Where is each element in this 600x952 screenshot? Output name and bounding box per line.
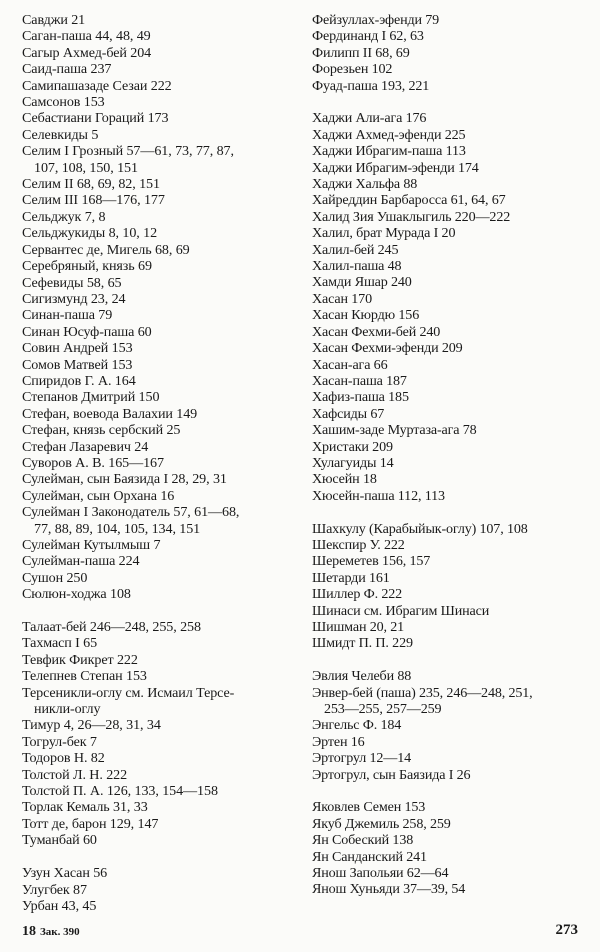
index-entry: [312, 389, 582, 405]
index-entry-text: Фейзуллах-эфенди 79: [312, 12, 440, 28]
index-entry: [312, 324, 582, 340]
index-entry-text: Сюлюн-ходжа 108: [22, 586, 131, 603]
index-entry: [312, 209, 582, 225]
index-entry-text: Тогрул-бек 7: [22, 733, 97, 750]
index-entry-text: Хаджи Ибрагим-эфенди 174: [312, 159, 479, 176]
index-entry-text: Хасан-паша 187: [312, 372, 407, 389]
index-entry: [22, 324, 294, 340]
index-entry-text: Халил-паша 48: [312, 258, 402, 275]
index-entry: [22, 652, 294, 668]
index-entry: [22, 307, 294, 323]
index-entry-text: Хасан-ага 66: [312, 356, 388, 373]
index-entry: [22, 28, 294, 44]
index-entry: [312, 373, 582, 389]
index-entry: [22, 767, 294, 783]
index-entry-text: Фердинанд I 62, 63: [312, 28, 424, 45]
index-entry: [312, 603, 582, 619]
index-entry-text: Яковлев Семен 153: [312, 799, 426, 816]
index-entry-text: Толстой Л. Н. 222: [22, 766, 128, 783]
index-entry-text: Узун Хасан 56: [22, 865, 108, 882]
index-entry: [312, 881, 582, 897]
index-entry: [22, 357, 294, 373]
index-entry-text: Шереметев 156, 157: [312, 553, 431, 570]
index-entry-text: Телепнев Степан 153: [22, 668, 147, 685]
index-entry-text: Халид Зия Ушаклыгиль 220—222: [312, 208, 511, 225]
index-entry: [312, 717, 582, 733]
index-column-right: [312, 12, 582, 898]
index-entry: [22, 373, 294, 389]
index-entry: [22, 799, 294, 815]
index-entry: [312, 274, 582, 290]
index-entry: [22, 127, 294, 143]
index-entry: [312, 127, 582, 143]
index-entry-text: Хафсиды 67: [312, 405, 385, 422]
index-entry-text: Христаки 209: [312, 438, 393, 455]
index-entry: [22, 12, 294, 28]
index-entry: [312, 28, 582, 44]
index-entry-text: Форезьен 102: [312, 61, 393, 78]
index-entry: [22, 537, 294, 553]
index-entry: [22, 422, 294, 438]
page-number: 273: [555, 922, 578, 938]
index-entry-text: Сагыр Ахмед-бей 204: [22, 44, 152, 61]
index-entry-continuation: 107, 108, 150, 151: [34, 159, 138, 176]
index-entry-text: Себастиани Гораций 173: [22, 110, 169, 127]
index-entry: [22, 816, 294, 832]
index-column-left: [22, 12, 294, 914]
index-entry-text: Хаджи Али-ага 176: [312, 110, 427, 127]
index-entry: [22, 192, 294, 208]
letter-group-spacer: [22, 603, 294, 619]
index-entry-text: Якуб Джемиль 258, 259: [312, 815, 451, 832]
index-entry: [22, 685, 294, 718]
index-entry-text: Селим III 168—176, 177: [22, 192, 165, 209]
index-entry: [22, 471, 294, 487]
letter-group-spacer: [22, 849, 294, 865]
index-entry: [312, 734, 582, 750]
index-entry: [312, 225, 582, 241]
index-entry: [312, 45, 582, 61]
index-entry: [22, 783, 294, 799]
index-entry: [22, 832, 294, 848]
letter-group-spacer: [312, 783, 582, 799]
letter-group-spacer: [312, 94, 582, 110]
index-entry-text: Сулейман-паша 224: [22, 553, 140, 570]
index-entry-text: Спиридов Г. А. 164: [22, 372, 136, 389]
index-entry-text: Эртен 16: [312, 733, 365, 750]
index-entry-text: Янош Запольяи 62—64: [312, 865, 449, 882]
index-entry: [312, 471, 582, 487]
index-entry-text: Суворов А. В. 165—167: [22, 454, 164, 471]
index-entry: [22, 209, 294, 225]
index-entry-text: Сулейман, сын Орхана 16: [22, 487, 175, 504]
index-entry: [22, 275, 294, 291]
index-entry-text: Филипп II 68, 69: [312, 44, 410, 61]
index-entry-text: Селевкиды 5: [22, 126, 99, 143]
index-entry: [312, 586, 582, 602]
index-entry: [312, 537, 582, 553]
index-entry: [22, 389, 294, 405]
index-entry-text: Талаат-бей 246—248, 255, 258: [22, 619, 201, 636]
index-entry: [22, 291, 294, 307]
index-entry: [312, 668, 582, 684]
index-entry: [22, 110, 294, 126]
index-entry: [312, 357, 582, 373]
index-entry-text: Хаджи Хальфа 88: [312, 176, 418, 193]
index-entry: [312, 406, 582, 422]
index-entry-text: Энвер-бей (паша) 235, 246—248, 251,: [312, 684, 533, 701]
index-entry-text: Хасан Фехми-бей 240: [312, 323, 441, 340]
index-entry-text: Халил-бей 245: [312, 241, 399, 258]
index-entry: [22, 45, 294, 61]
index-entry-text: Хасан 170: [312, 290, 372, 307]
index-entry: [22, 570, 294, 586]
index-entry: [312, 307, 582, 323]
index-entry: [312, 865, 582, 881]
index-entry: [312, 570, 582, 586]
index-entry-text: Энгельс Ф. 184: [312, 717, 402, 734]
index-entry: [22, 668, 294, 684]
index-entry-text: Сомов Матвей 153: [22, 356, 133, 373]
index-entry: [312, 767, 582, 783]
index-entry: [22, 242, 294, 258]
index-entry-text: Толстой П. А. 126, 133, 154—158: [22, 783, 218, 800]
index-entry-text: Тевфик Фикрет 222: [22, 651, 138, 668]
index-entry-text: Хулагуиды 14: [312, 454, 394, 471]
index-entry-text: Шекспир У. 222: [312, 536, 405, 553]
index-entry-text: Сулейман, сын Баязида I 28, 29, 31: [22, 471, 227, 488]
index-entry-text: Шинаси см. Ибрагим Шинаси: [312, 602, 490, 619]
index-entry-text: Совин Андрей 153: [22, 340, 133, 357]
index-entry: [312, 12, 582, 28]
index-entry: [22, 439, 294, 455]
index-entry: [22, 78, 294, 94]
index-entry: [312, 78, 582, 94]
index-entry: [312, 143, 582, 159]
index-entry: [22, 406, 294, 422]
index-entry: [312, 635, 582, 651]
index-entry-continuation: 77, 88, 89, 104, 105, 134, 151: [34, 520, 201, 537]
index-entry: [22, 553, 294, 569]
index-entry: [22, 898, 294, 914]
index-entry-text: Саган-паша 44, 48, 49: [22, 28, 151, 45]
index-entry: [312, 488, 582, 504]
index-entry-text: Хасан Фехми-эфенди 209: [312, 340, 463, 357]
index-entry-text: Хасан Кюрдю 156: [312, 307, 420, 324]
index-entry: [22, 882, 294, 898]
index-entry-text: Хайреддин Барбаросса 61, 64, 67: [312, 192, 506, 209]
index-entry: [22, 61, 294, 77]
index-entry: [312, 340, 582, 356]
index-entry: [312, 799, 582, 815]
index-entry-text: Янош Хуньяди 37—39, 54: [312, 881, 466, 898]
index-entry: [22, 488, 294, 504]
index-entry-text: Сулейман Кутылмыш 7: [22, 537, 161, 553]
index-entry-text: Хамди Яшар 240: [312, 274, 412, 291]
index-entry: [312, 849, 582, 865]
index-entry: [22, 717, 294, 733]
index-entry: [22, 619, 294, 635]
index-entry-text: Серебряный, князь 69: [22, 258, 152, 275]
index-entry-text: Урбан 43, 45: [22, 897, 97, 914]
index-entry-text: Ян Санданский 241: [312, 848, 427, 865]
index-entry: [22, 258, 294, 274]
index-entry-continuation: 253—255, 257—259: [324, 701, 442, 718]
index-entry-text: Эртогрул 12—14: [312, 750, 411, 767]
index-entry-text: Шиллер Ф. 222: [312, 586, 403, 603]
index-entry-text: Хаджи Ахмед-эфенди 225: [312, 126, 466, 143]
index-entry: [22, 225, 294, 241]
index-entry-text: Улугбек 87: [22, 881, 87, 898]
index-entry-text: Степанов Дмитрий 150: [22, 389, 160, 406]
index-entry: [312, 258, 582, 274]
index-entry: [22, 340, 294, 356]
index-entry-text: Хюсейн 18: [312, 471, 377, 488]
index-entry-text: Тимур 4, 26—28, 31, 34: [22, 717, 161, 734]
index-entry: [312, 685, 582, 718]
index-entry-text: Фуад-паша 193, 221: [312, 77, 430, 94]
index-entry: [22, 734, 294, 750]
index-entry: [312, 61, 582, 77]
index-entry: [22, 750, 294, 766]
index-entry: [312, 160, 582, 176]
letter-group-spacer: [312, 504, 582, 520]
index-entry: [312, 750, 582, 766]
index-entry-text: Хашим-заде Муртаза-ага 78: [312, 422, 477, 439]
index-entry-text: Синан-паша 79: [22, 307, 113, 324]
index-entry-text: Хюсейн-паша 112, 113: [312, 487, 445, 504]
index-entry: [312, 521, 582, 537]
index-entry-text: Хафиз-паша 185: [312, 389, 409, 406]
index-entry-text: Сельджукиды 8, 10, 12: [22, 225, 158, 242]
index-entry-text: Торлак Кемаль 31, 33: [22, 799, 148, 816]
index-entry: [312, 291, 582, 307]
index-entry-text: Стефан, воевода Валахии 149: [22, 405, 198, 422]
index-entry-text: Тотт де, барон 129, 147: [22, 815, 159, 832]
index-entry-text: Ян Собеский 138: [312, 832, 414, 849]
printer-signature: [22, 924, 80, 940]
index-entry-text: Эртогрул, сын Баязида I 26: [312, 766, 471, 783]
index-entry-text: Хаджи Ибрагим-паша 113: [312, 143, 466, 160]
index-entry: [312, 192, 582, 208]
index-entry: [22, 504, 294, 537]
index-entry-continuation: никли-оглу: [34, 701, 101, 718]
index-entry: [312, 422, 582, 438]
index-entry-text: Сигизмунд 23, 24: [22, 290, 126, 307]
index-entry: [22, 143, 294, 176]
index-entry-text: Сушон 250: [22, 569, 88, 586]
index-entry-text: Шишман 20, 21: [312, 619, 405, 635]
index-entry-text: Сервантес де, Мигель 68, 69: [22, 241, 190, 258]
index-entry: [312, 816, 582, 832]
index-entry-text: Самипашазаде Сезаи 222: [22, 77, 172, 94]
index-entry-text: Шахкулу (Карабыйык-оглу) 107, 108: [312, 520, 528, 537]
signature-number: 18: [22, 924, 36, 939]
signature-mark: Зак. 390: [40, 926, 80, 938]
index-entry-text: Тахмасп I 65: [22, 635, 98, 652]
index-entry-text: Стефан Лазаревич 24: [22, 438, 149, 455]
index-entry: [312, 455, 582, 471]
index-entry-text: Тодоров Н. 82: [22, 750, 105, 767]
index-entry-text: Шетарди 161: [312, 569, 390, 586]
index-entry: [312, 176, 582, 192]
index-entry: [312, 553, 582, 569]
index-entry: [312, 832, 582, 848]
index-entry-text: Шмидт П. П. 229: [312, 635, 413, 652]
index-entry-text: Синан Юсуф-паша 60: [22, 323, 152, 340]
index-entry-text: Туманбай 60: [22, 832, 97, 849]
index-entry-text: Стефан, князь сербский 25: [22, 422, 181, 439]
index-entry: [22, 455, 294, 471]
index-entry-text: Халил, брат Мурада I 20: [312, 225, 456, 242]
index-entry: [312, 242, 582, 258]
index-entry-text: Сулейман I Законодатель 57, 61—68,: [22, 504, 240, 521]
letter-group-spacer: [312, 652, 582, 668]
index-entry: [22, 586, 294, 602]
index-entry-text: Савджи 21: [22, 12, 86, 28]
index-entry-text: Саид-паша 237: [22, 61, 112, 78]
index-entry: [22, 94, 294, 110]
index-entry-text: Сельджук 7, 8: [22, 208, 106, 225]
index-entry-text: Сефевиды 58, 65: [22, 274, 122, 291]
index-entry: [312, 619, 582, 635]
index-entry-text: Эвлия Челеби 88: [312, 668, 412, 685]
index-entry: [22, 865, 294, 881]
index-entry-text: Селим I Грозный 57—61, 73, 77, 87,: [22, 143, 234, 160]
index-entry: [22, 176, 294, 192]
index-entry-text: Селим II 68, 69, 82, 151: [22, 176, 160, 193]
index-entry: [22, 635, 294, 651]
index-entry-text: Терсеникли-оглу см. Исмаил Терсе-: [22, 684, 235, 701]
index-entry: [312, 439, 582, 455]
index-entry: [312, 110, 582, 126]
index-entry-text: Самсонов 153: [22, 94, 105, 111]
